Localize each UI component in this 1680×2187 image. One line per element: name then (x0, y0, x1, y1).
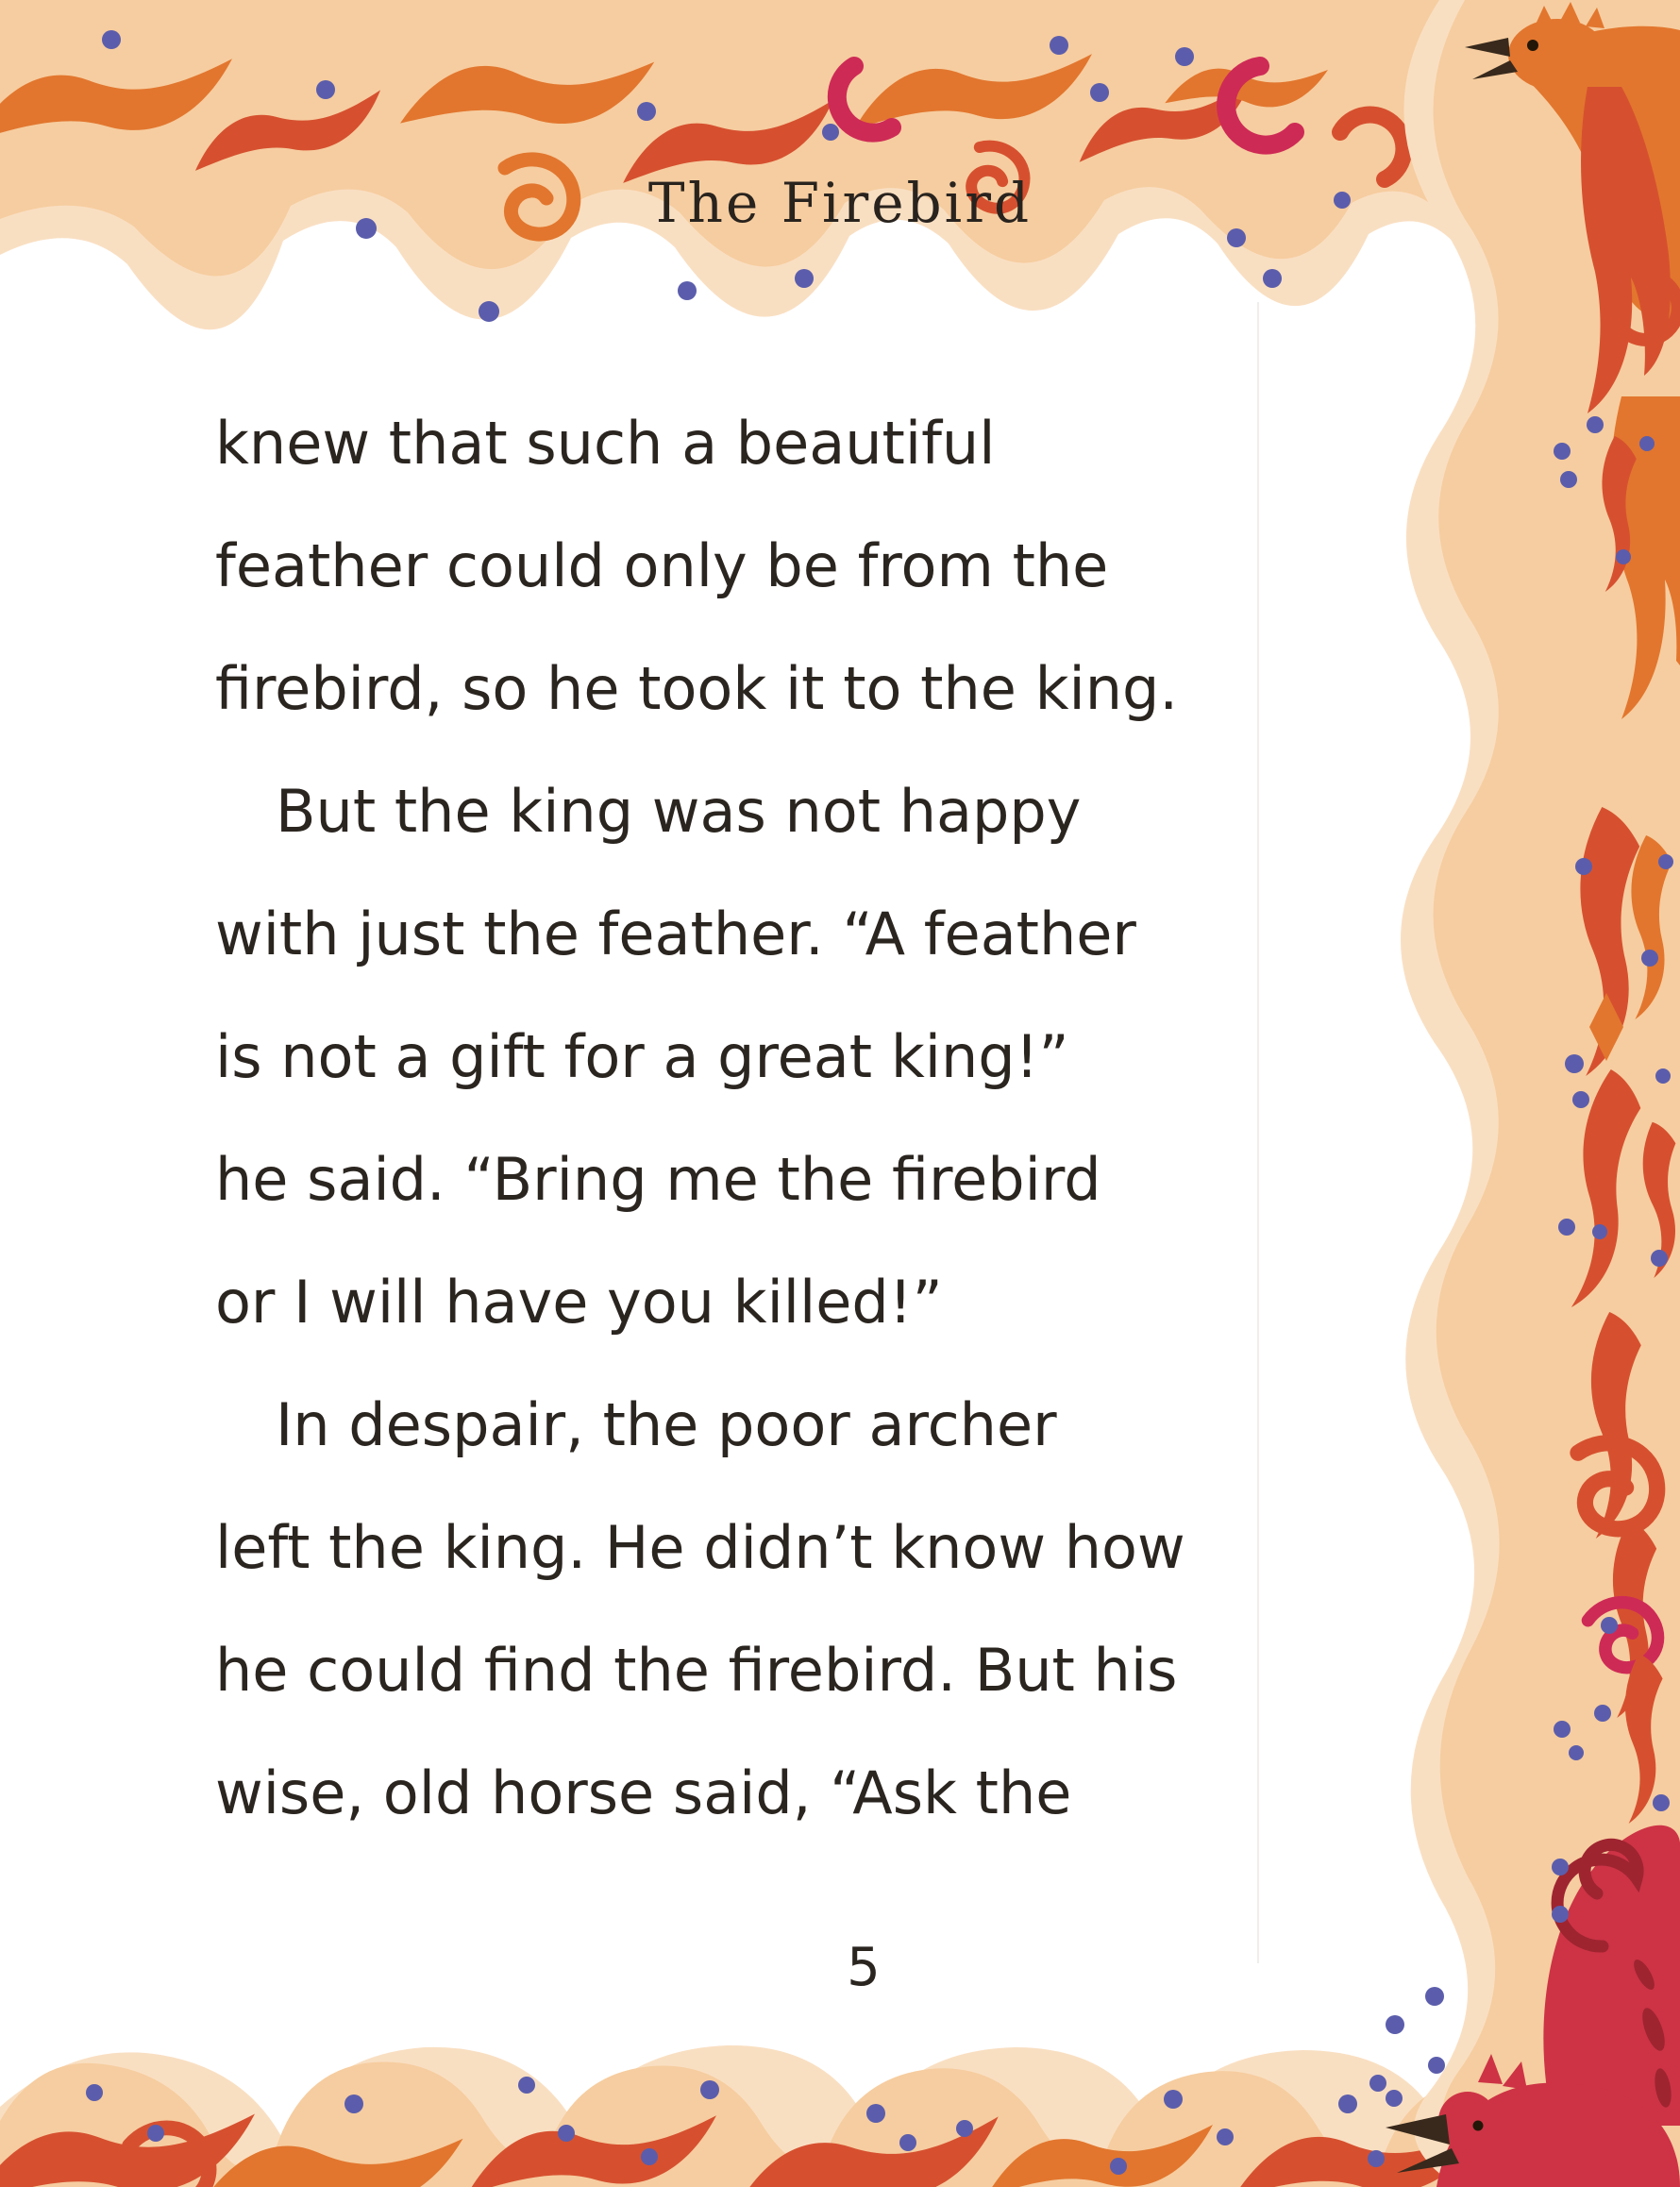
story-line: In despair, the poor archer (276, 1390, 1057, 1459)
story-line: he could find the firebird. But his (215, 1636, 1178, 1705)
story-text (215, 382, 1185, 1855)
story-line: firebird, so he took it to the king. (215, 654, 1179, 723)
story-line: is not a gift for a great king!” (215, 1022, 1069, 1091)
page-number: 5 (847, 1937, 881, 1998)
scan-crease (1257, 302, 1259, 1963)
story-line: with just the feather. “A feather (215, 900, 1136, 968)
story-line: knew that such a beautiful (215, 409, 996, 478)
story-line: he said. “Bring me the firebird (215, 1145, 1101, 1214)
eye-icon (1527, 40, 1538, 51)
right-border-decoration (1359, 0, 1680, 2187)
story-line: feather could only be from the (215, 531, 1109, 600)
story-line: left the king. He didn’t know how (215, 1513, 1185, 1582)
page-title: The Firebird (647, 171, 1033, 235)
story-line: wise, old horse said, “Ask the (215, 1758, 1072, 1827)
story-line: But the king was not happy (276, 777, 1082, 846)
story-line: or I will have you killed!” (215, 1268, 943, 1337)
eye-icon (1473, 2121, 1484, 2131)
